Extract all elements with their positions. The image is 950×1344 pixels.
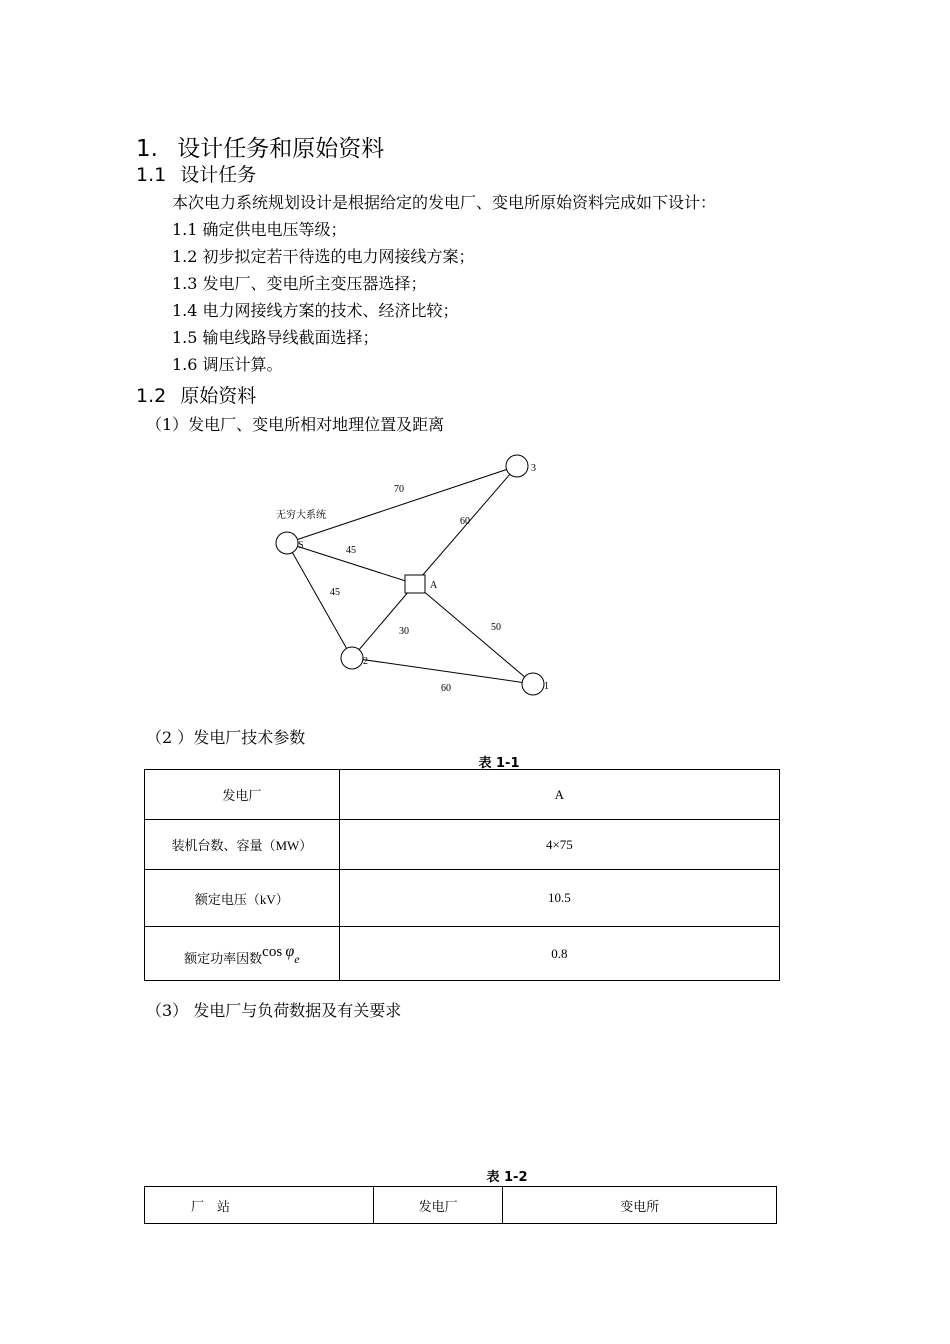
item-3-label: （3） 发电厂与负荷数据及有关要求 [146, 1001, 402, 1020]
table-row [145, 770, 780, 820]
distance-a-2: 30 [399, 626, 409, 637]
table-1-label-cell: 发电厂 [145, 770, 340, 820]
task-number: 1.6 [172, 355, 198, 374]
table-1-label-cell: 额定电压（kV） [145, 870, 340, 927]
task-number: 1.3 [172, 274, 198, 293]
table-row [145, 870, 780, 927]
task-text: 电力网接线方案的技术、经济比较； [202, 301, 459, 320]
node-a-label: A [430, 580, 438, 591]
node-1-circle [522, 673, 544, 695]
item-1-label: （1）发电厂、变电所相对地理位置及距离 [146, 415, 445, 434]
task-number: 1.1 [172, 220, 198, 239]
node-s-label: S [298, 540, 304, 551]
section-1-title: 设计任务和原始资料 [177, 136, 385, 162]
section-1-1-title: 设计任务 [180, 164, 257, 186]
table-2-header-station: 厂 站 [145, 1187, 374, 1224]
section-1-2-number: 1.2 [136, 385, 167, 407]
node-2-circle [341, 647, 363, 669]
task-text: 调压计算。 [202, 355, 283, 374]
node-s-circle [276, 532, 298, 554]
line-s-3 [287, 466, 517, 543]
intro-paragraph: 本次电力系统规划设计是根据给定的发电厂、变电所原始资料完成如下设计： [172, 193, 717, 212]
formula-subscript: e [294, 951, 300, 966]
node-3-label: 3 [531, 463, 536, 474]
line-2-1 [352, 658, 533, 684]
section-1-1-number: 1.1 [136, 164, 167, 186]
task-text: 输电线路导线截面选择； [202, 328, 379, 347]
line-a-1 [415, 584, 533, 684]
table-row [145, 820, 780, 870]
table-2-header-plant: 发电厂 [373, 1187, 503, 1224]
power-factor-label: 额定功率因数 [184, 950, 263, 966]
distance-a-1: 50 [491, 622, 501, 633]
task-text: 确定供电电压等级； [202, 220, 347, 239]
table-2-caption: 表 1-2 [486, 1170, 528, 1185]
node-1-label: 1 [544, 681, 549, 692]
table-1-caption: 表 1-1 [478, 756, 520, 771]
task-number: 1.2 [172, 247, 198, 266]
table-1-value-cell: 0.8 [339, 927, 779, 981]
formula-cos: cos [262, 943, 283, 960]
distance-s-2: 45 [330, 587, 340, 598]
table-2 [144, 1186, 777, 1224]
system-label: 无穷大系统 [276, 510, 326, 521]
task-number: 1.5 [172, 328, 198, 347]
table-1-value-cell: 10.5 [339, 870, 779, 927]
table-2-header-substation: 变电所 [503, 1187, 777, 1224]
formula-phi: φ [285, 942, 295, 960]
distance-s-3: 70 [394, 484, 404, 495]
section-1-number: 1. [136, 136, 158, 162]
task-text: 发电厂、变电所主变压器选择； [202, 274, 427, 293]
distance-2-1: 60 [441, 683, 451, 694]
item-2-label: （2 ）发电厂技术参数 [146, 728, 306, 747]
table-row [145, 927, 780, 981]
distance-a-3: 60 [460, 516, 470, 527]
table-1 [144, 769, 780, 981]
distance-s-a: 45 [346, 545, 356, 556]
table-row [145, 1187, 777, 1224]
table-1-value-cell: 4×75 [339, 820, 779, 870]
line-a-2 [352, 584, 415, 658]
node-a-box [405, 575, 425, 593]
node-2-label: 2 [363, 656, 368, 667]
task-text: 初步拟定若干待选的电力网接线方案； [202, 247, 475, 266]
task-number: 1.4 [172, 301, 198, 320]
node-3-circle [506, 455, 528, 477]
table-1-label-cell: 装机台数、容量（MW） [145, 820, 340, 870]
table-1-label-cell [145, 927, 340, 981]
table-1-value-cell: A [339, 770, 779, 820]
section-1-2-title: 原始资料 [180, 385, 257, 407]
